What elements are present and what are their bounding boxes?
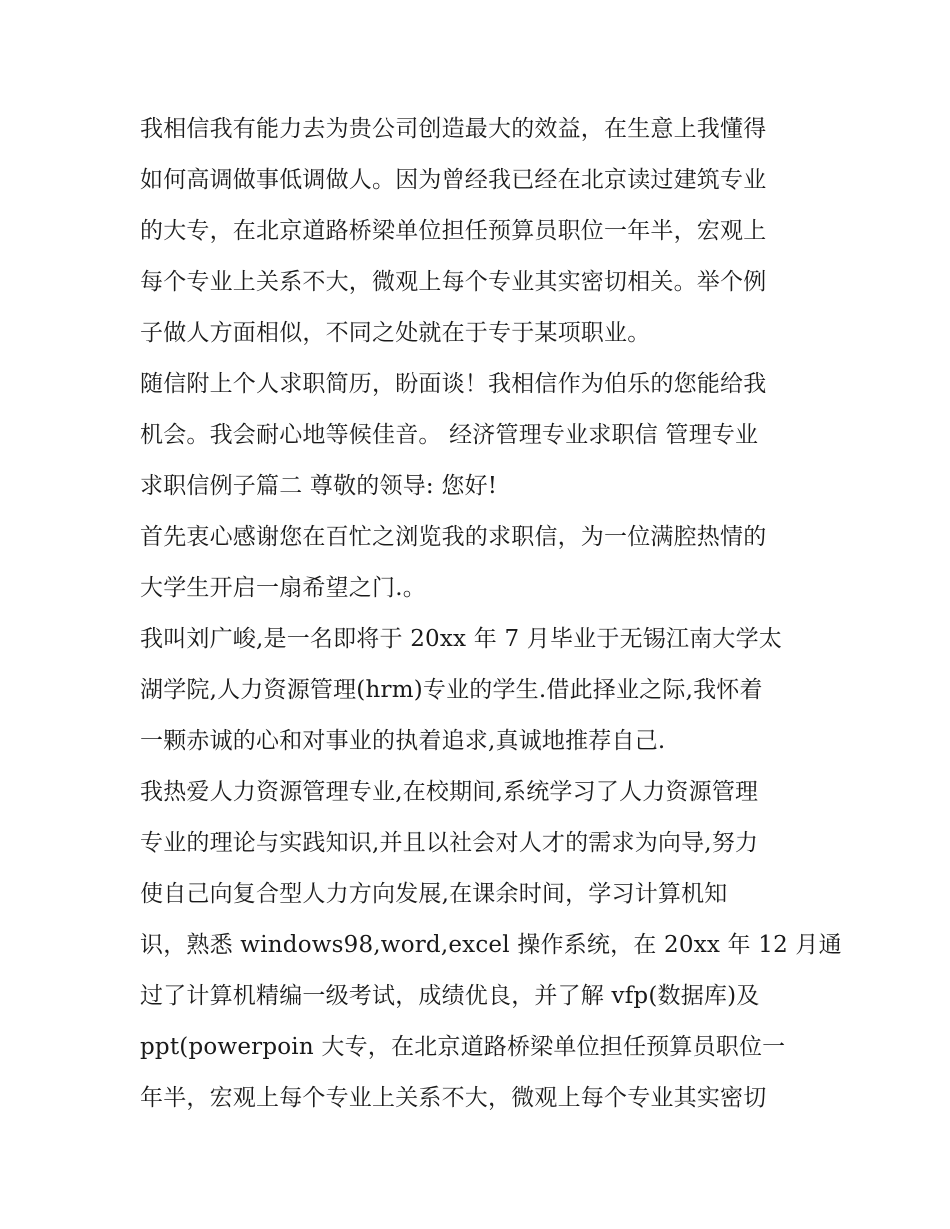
text-line: 机会。我会耐心地等候佳音。 经济管理专业求职信 管理专业 bbox=[140, 422, 759, 448]
text-line: 识，熟悉 windows98,word,excel 操作系统，在 20xx 年 12 月通 bbox=[140, 932, 842, 958]
text-line: 我叫刘广峻,是一名即将于 20xx 年 7 月毕业于无锡江南大学太 bbox=[140, 626, 782, 652]
text-line: 湖学院,人力资源管理(hrm)专业的学生.借此择业之际,我怀着 bbox=[140, 677, 763, 703]
text-line: 的大专，在北京道路桥梁单位担任预算员职位一年半，宏观上 bbox=[140, 218, 767, 244]
text-line: 专业的理论与实践知识,并且以社会对人才的需求为向导,努力 bbox=[140, 830, 759, 856]
text-line: 使自己向复合型人力方向发展,在课余时间，学习计算机知 bbox=[140, 881, 728, 907]
document-body bbox=[140, 104, 842, 1124]
text-line: 每个专业上关系不大，微观上每个专业其实密切相关。举个例 bbox=[140, 269, 767, 295]
text-line: 子做人方面相似，不同之处就在于专于某项职业。 bbox=[140, 320, 651, 346]
text-line: 我热爱人力资源管理专业,在校期间,系统学习了人力资源管理 bbox=[140, 779, 759, 805]
text-line: 求职信例子篇二 尊敬的领导: 您好! bbox=[140, 473, 498, 499]
text-line: ppt(powerpoin 大专，在北京道路桥梁单位担任预算员职位一 bbox=[140, 1034, 786, 1060]
text-line: 如何高调做事低调做人。因为曾经我已经在北京读过建筑专业 bbox=[140, 167, 767, 193]
text-line: 我相信我有能力去为贵公司创造最大的效益，在生意上我懂得 bbox=[140, 116, 767, 142]
text-line: 大学生开启一扇希望之门.。 bbox=[140, 575, 426, 601]
text-line: 随信附上个人求职简历，盼面谈！我相信作为伯乐的您能给我 bbox=[140, 371, 767, 397]
text-line: 年半，宏观上每个专业上关系不大，微观上每个专业其实密切 bbox=[140, 1085, 767, 1111]
text-line: 过了计算机精编一级考试，成绩优良，并了解 vfp(数据库)及 bbox=[140, 983, 760, 1009]
text-line: 首先衷心感谢您在百忙之浏览我的求职信，为一位满腔热情的 bbox=[140, 524, 767, 550]
text-line: 一颗赤诚的心和对事业的执着追求,真诚地推荐自己. bbox=[140, 728, 666, 754]
